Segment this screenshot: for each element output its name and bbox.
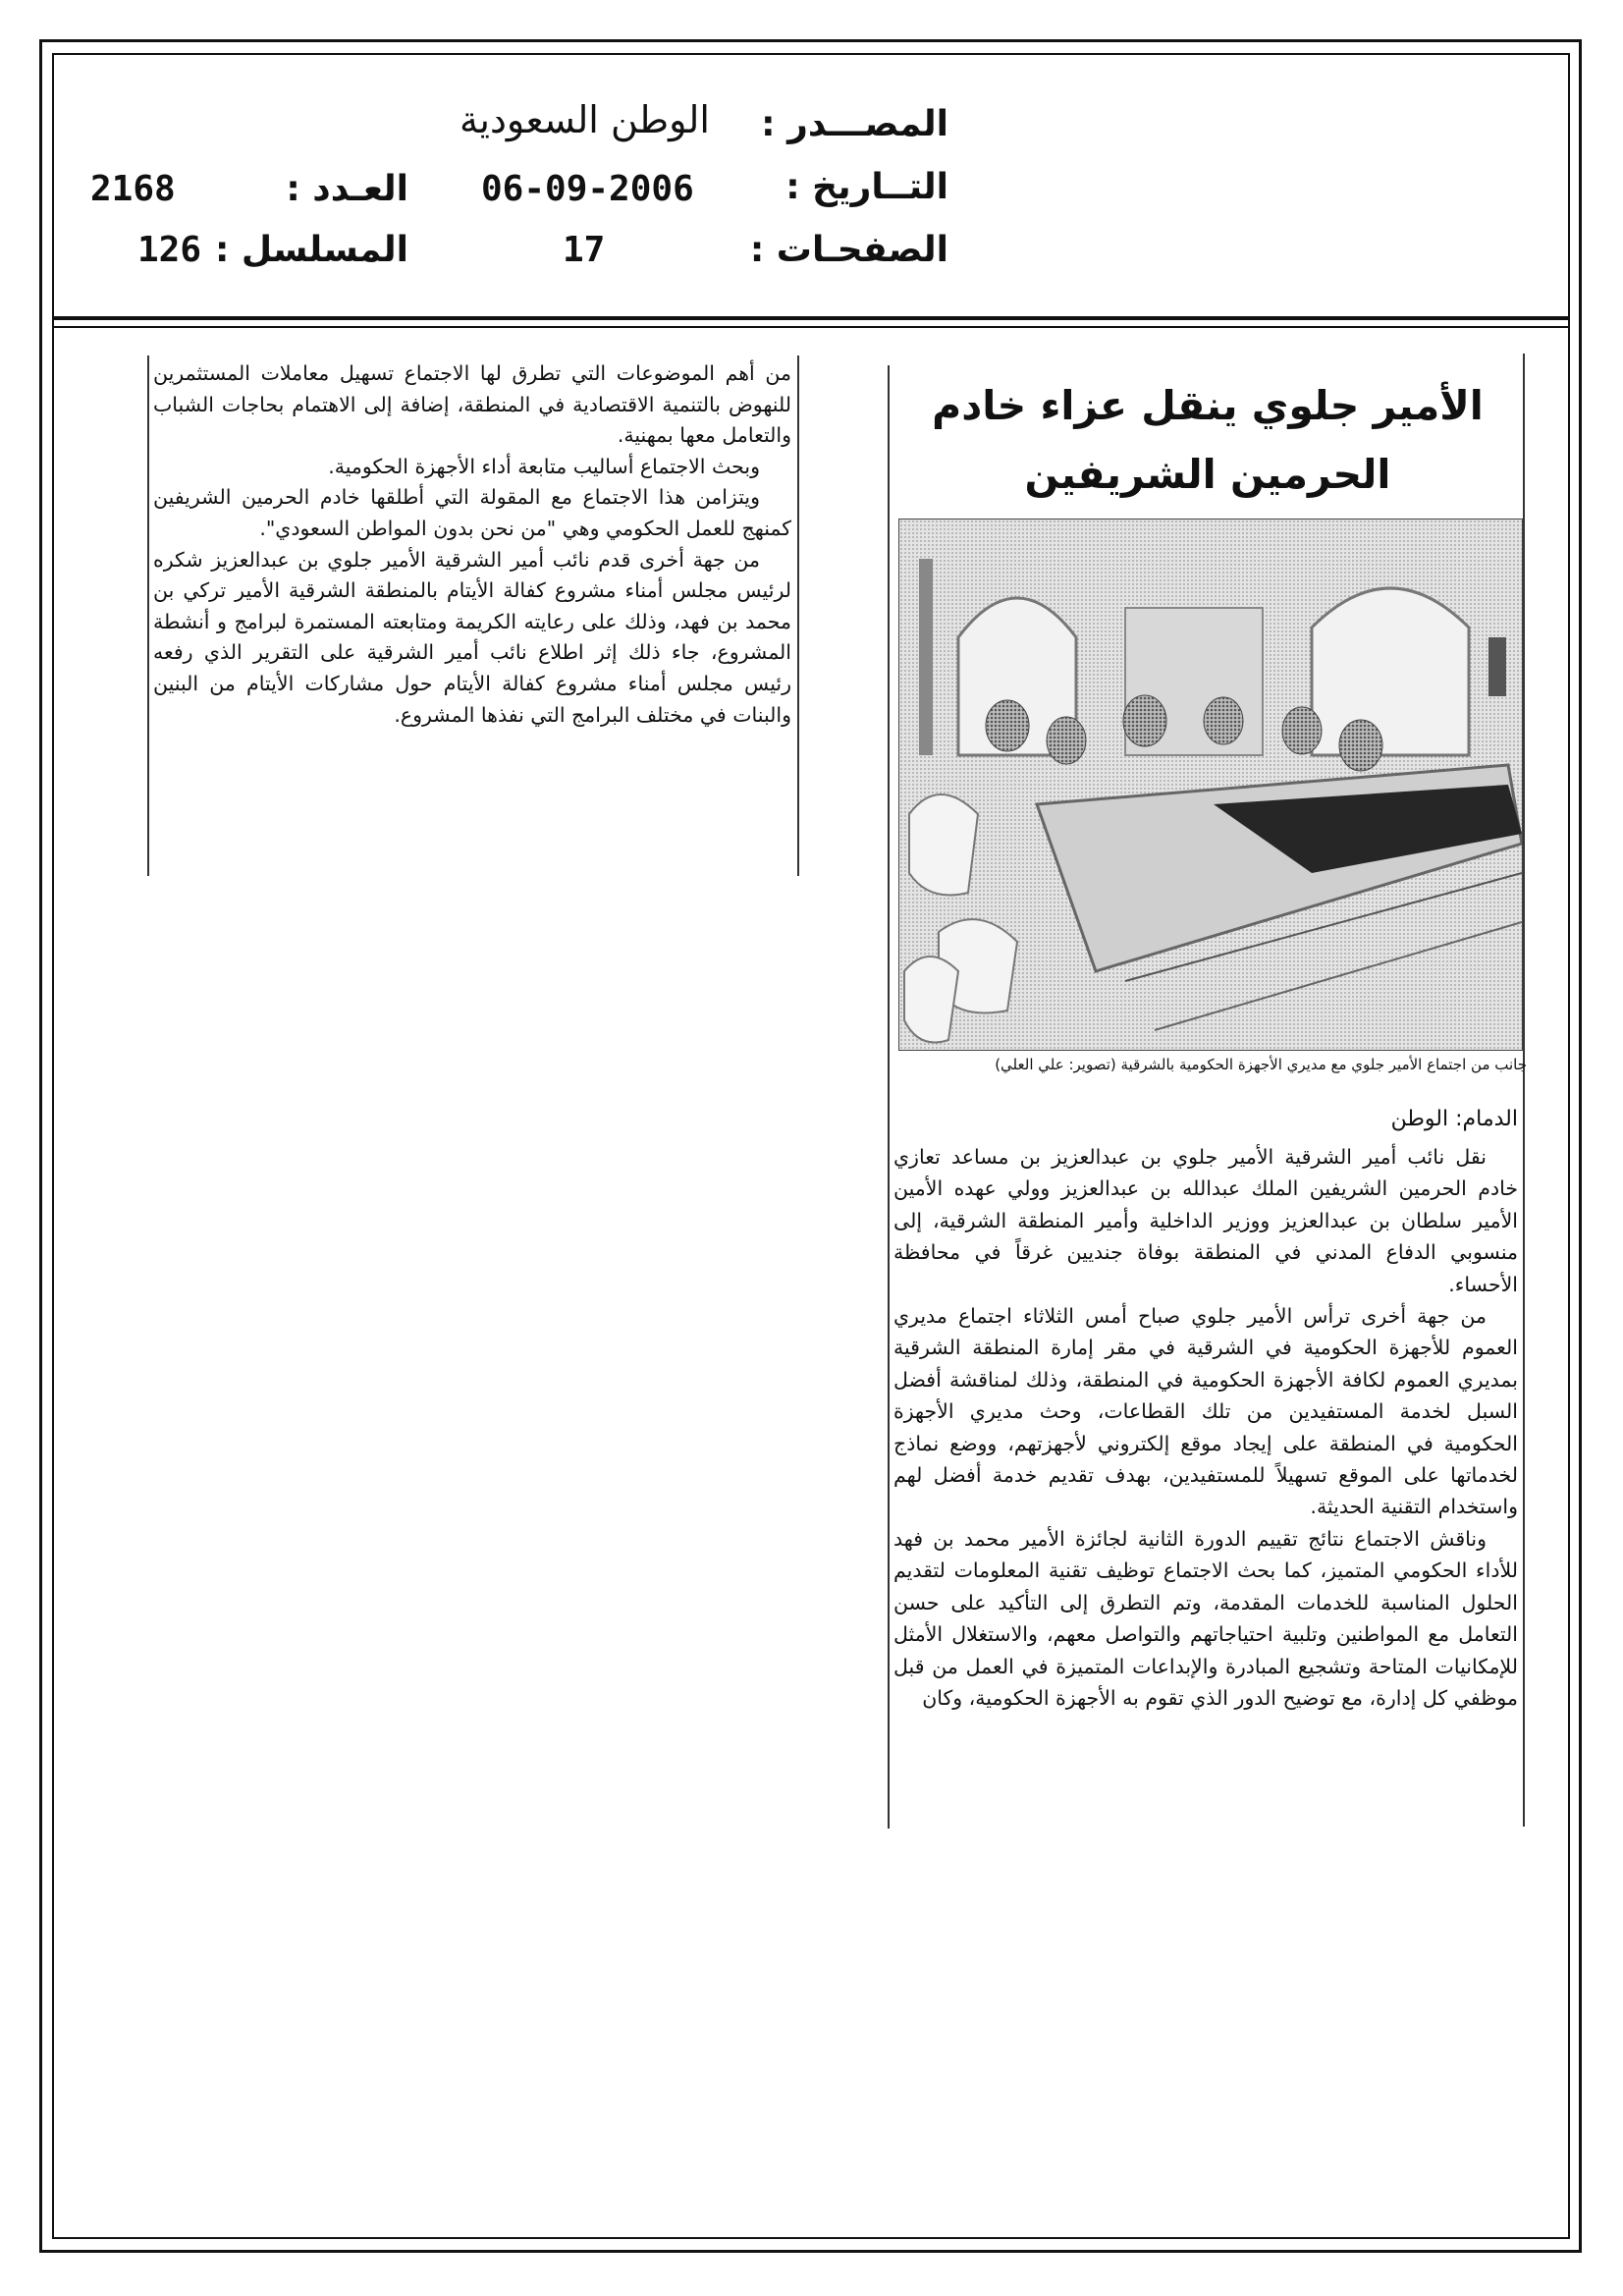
headline-line-1: الأمير جلوي ينقل عزاء خادم الحرمين الشريفين xyxy=(932,382,1484,498)
article-dateline: الدمام: الوطن xyxy=(1390,1107,1518,1131)
date-label: التــاريخ : xyxy=(785,167,948,207)
photo-caption: جانب من اجتماع الأمير جلوي مع مديري الأجهزة الحكومية بالشرقية (تصوير: علي العلي) xyxy=(995,1056,1527,1073)
paragraph: وناقش الاجتماع نتائج تقييم الدورة الثانية لجائزة الأمير محمد بن فهد للأداء الحكومي المتميز، كما بحث الاجتماع توظيف تقنية المعلومات لتقديم الحلول المناسبة للخدمات المقدمة، وتم التطرق إلى التأكيد على حسن التعامل مع المواطنين وتلبية احتياجاتهم والتواصل معهم، والاستغلال الأمثل للإمكانيات المتاحة وتشجيع المبادرة والإبداعات المتميزة في العمل من قبل موظفي كل إدارة، مع توضيح الدور الذي تقوم به الأجهزة الحكومية، وكان xyxy=(893,1526,1518,1710)
paragraph: ويتزامن هذا الاجتماع مع المقولة التي أطلقها خادم الحرمين الشريفين كمنهج للعمل الحكومي وهي "من نحن بدون المواطن السعودي". xyxy=(153,485,791,540)
serial-value: 126 xyxy=(137,230,202,270)
article-body-right xyxy=(893,1141,1518,1714)
issue-label: العـدد : xyxy=(286,169,408,209)
paragraph: من جهة أخرى قدم نائب أمير الشرقية الأمير جلوي بن عبدالعزيز شكره لرئيس مجلس أمناء مشروع كفالة الأيتام بالمنطقة الشرقية الأمير تركي بن محمد بن فهد، وذلك على رعايته الكريمة ومتابعته المستمرة لبرامج و أنشطة المشروع، جاء ذلك إثر اطلاع نائب أمير الشرقية على التقرير الذي رفعه رئيس مجلس أمناء مشروع كفالة الأيتام حول مشاركات الأيتام من البنين والبنات في مختلف البرامج التي نفذها المشروع. xyxy=(153,547,791,727)
date-value: 06-09-2006 xyxy=(481,169,694,209)
pages-label: الصفحـات : xyxy=(749,230,948,270)
serial-label: المسلسل : xyxy=(214,230,408,270)
column-rule-left-inner xyxy=(147,355,149,876)
paragraph: من أهم الموضوعات التي تطرق لها الاجتماع تسهيل معاملات المستثمرين للنهوض بالتنمية الاقتصادية في المنطقة، إضافة إلى الاهتمام بحاجات الشباب والتعامل معها بمهنية. xyxy=(153,361,791,448)
source-label: المصـــدر : xyxy=(761,104,948,144)
pages-value: 17 xyxy=(563,230,606,270)
paragraph: وبحث الاجتماع أساليب متابعة أداء الأجهزة الحكومية. xyxy=(328,454,760,478)
source-value: الوطن السعودية xyxy=(460,98,710,141)
paragraph: نقل نائب أمير الشرقية الأمير جلوي بن عبدالعزيز بن مساعد تعازي خادم الحرمين الشريفين الملك عبدالله بن عبدالعزيز وولي عهده الأمين الأمير سلطان بن عبدالعزيز ووزير الداخلية وأمير المنطقة الشرقية، إلى منسوبي الدفاع المدني في المنطقة بوفاة جنديين غرقاً في محافظة الأحساء. xyxy=(893,1145,1518,1296)
column-rule-left-outer xyxy=(797,355,799,876)
article-body-left xyxy=(153,358,791,731)
meeting-photo xyxy=(898,519,1523,1051)
issue-value: 2168 xyxy=(90,169,176,209)
meeting-photo-image xyxy=(899,519,1522,1050)
header-divider-thin xyxy=(52,326,1570,328)
header-divider xyxy=(52,316,1570,320)
paragraph: من جهة أخرى ترأس الأمير جلوي صباح أمس الثلاثاء اجتماع مديري العموم للأجهزة الحكومية في الشرقية في مقر إمارة المنطقة الشرقية بمديري العموم لكافة الأجهزة الحكومية في المنطقة، وذلك لمناقشة أفضل السبل لخدمة المستفيدين من تلك القطاعات، وحث مديري الأجهزة الحكومية في المنطقة على إيجاد موقع إلكتروني لأجهزتهم، ووضع نماذج لخدماتها على الموقع تسهيلاً للمستفيدين، بهدف تقديم خدمة أفضل لهم واستخدام التقنية الحديثة. xyxy=(893,1304,1518,1519)
